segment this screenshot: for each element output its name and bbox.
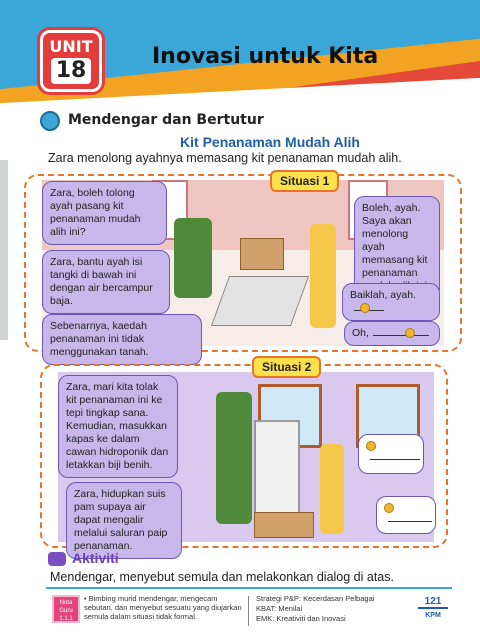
coin-icon: [360, 303, 370, 313]
kbat-text: KBAT: Menilai: [256, 604, 303, 613]
section-title-text: Mendengar dan Bertutur: [68, 112, 264, 128]
situasi1-label: Situasi 1: [270, 170, 339, 192]
coin-icon: [366, 441, 376, 451]
gamepad-icon: [48, 552, 66, 566]
speech-bubble: Zara, mari kita tolak kit penanaman ini ke tepi tingkap sana. Kemudian, masukkan kapas ke dalam cawan hidroponik dan letakkan biji benih.: [58, 375, 178, 478]
unit-title: Inovasi untuk Kita: [152, 44, 379, 69]
emk-text: EMK: Kreativiti dan Inovasi: [256, 614, 346, 623]
speech-bubble: Sebenarnya, kaedah penanaman ini tidak menggunakan tanah.: [42, 314, 202, 365]
speech-bubble: Boleh, ayah. Saya akan menolong ayah memasang kit penanaman: [354, 196, 440, 299]
answer-bubble: [358, 434, 424, 474]
answer-blank[interactable]: [388, 521, 432, 522]
speech-bubble: Zara, hidupkan suis pam supaya air dapat mengalir melalui saluran paip penanaman.: [66, 482, 182, 559]
teacher-notes-text: Bimbing murid mendengar, mengecam sebutan, dan menyebut sesuatu yang diujarkan semula dalam situasi tidak formal.: [84, 594, 242, 621]
zara-figure: [310, 224, 336, 328]
answer-bubble-text: Oh,: [352, 327, 369, 339]
coin-icon: [384, 503, 394, 513]
unit-number: 18: [51, 58, 91, 84]
unit-label: UNIT: [49, 37, 93, 56]
footer-divider-line: [46, 587, 452, 589]
answer-bubble-text: Baiklah, ayah.: [350, 289, 416, 301]
answer-bubble: [344, 321, 440, 346]
page-edge-tab: [0, 160, 8, 340]
strategy-text: Strategi P&P: Kecerdasan Pelbagai: [256, 594, 375, 603]
page-header: [0, 0, 480, 108]
answer-blank[interactable]: [370, 459, 420, 460]
kit-title: Kit Penanaman Mudah Alih: [180, 134, 360, 150]
answer-bubble: [376, 496, 436, 534]
page-number: 121: [418, 596, 448, 609]
zara-figure: [320, 444, 344, 534]
cardboard-box: [240, 238, 284, 270]
teacher-notes: [84, 594, 242, 621]
section-title: [44, 112, 264, 128]
footer-vertical-divider: [248, 596, 249, 626]
intro-text: Zara menolong ayahnya memasang kit penanaman mudah alih.: [48, 151, 402, 165]
father-figure: [174, 218, 212, 298]
father-figure: [216, 392, 252, 524]
answer-bubble: [342, 283, 440, 321]
publisher-logo: KPM: [425, 612, 441, 619]
teacher-note-badge: Nota Guru 1.1.1: [52, 595, 80, 623]
planter-box: [254, 512, 314, 538]
activity-title: Aktiviti: [72, 550, 119, 566]
unit-badge: [40, 30, 102, 92]
activity-text: Mendengar, menyebut semula dan melakonkan dialog di atas.: [50, 570, 394, 584]
footer-info: [256, 594, 374, 624]
coin-icon: [405, 328, 415, 338]
speech-bubble: Zara, bantu ayah isi tangki di bawah ini dengan air bercampur baja.: [42, 250, 170, 314]
situasi2-label: Situasi 2: [252, 356, 321, 378]
speech-bubble: Zara, boleh tolong ayah pasang kit penanaman mudah alih ini?: [42, 181, 167, 245]
answer-blank[interactable]: [373, 335, 429, 336]
bullet-icon: •: [84, 594, 87, 603]
